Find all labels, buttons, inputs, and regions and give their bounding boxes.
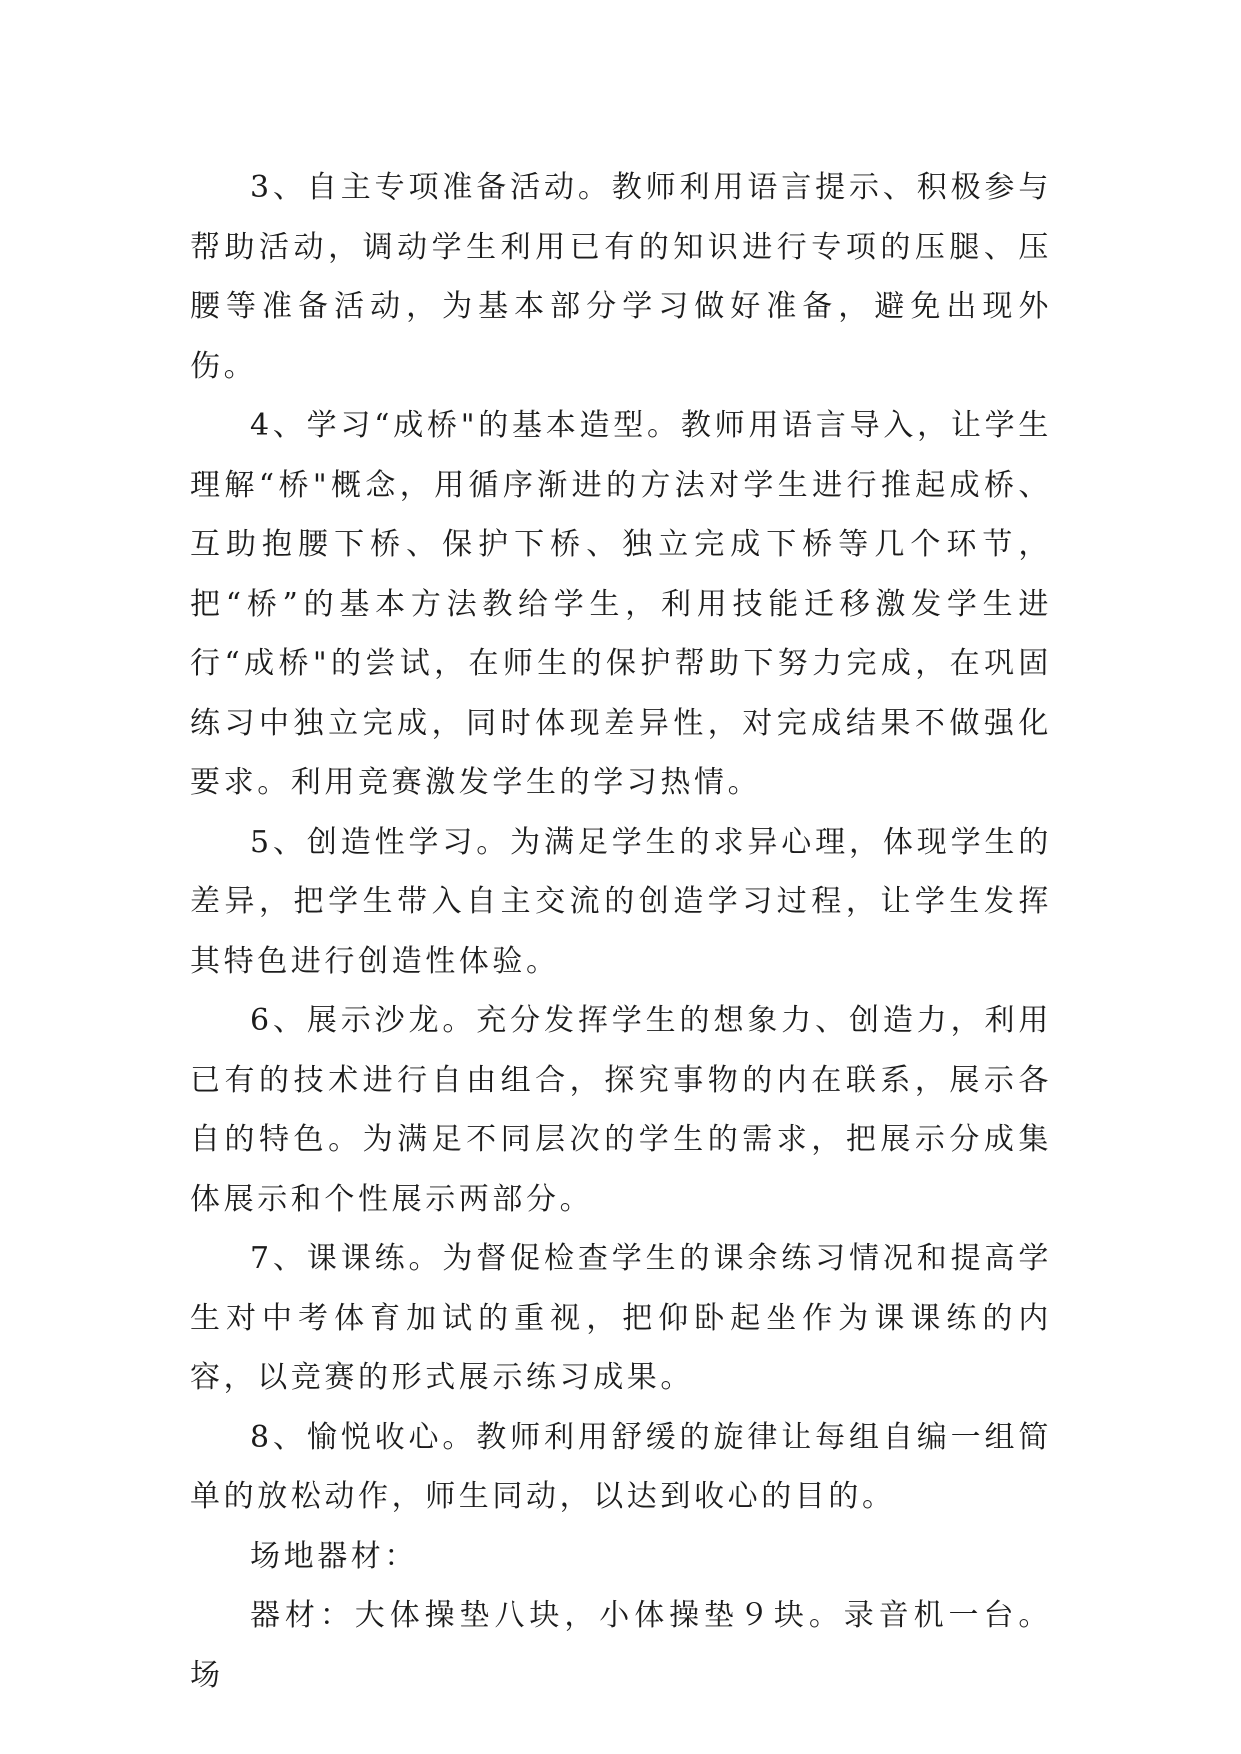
document-body <box>190 158 1052 1705</box>
paragraph-step-8: 8、愉悦收心。教师利用舒缓的旋律让每组自编一组简单的放松动作，师生同动，以达到收心的目的。 <box>190 1419 1052 1514</box>
paragraph-step-3: 3、自主专项准备活动。教师利用语言提示、积极参与帮助活动，调动学生利用已有的知识进行专项的压腿、压腰等准备活动，为基本部分学习做好准备，避免出现外伤。 <box>190 170 1052 384</box>
paragraph-venue-heading: 场地器材： <box>250 1538 418 1574</box>
paragraph-step-6: 6、展示沙龙。充分发挥学生的想象力、创造力，利用已有的技术进行自由组合，探究事物的内在联系，展示各自的特色。为满足不同层次的学生的需求，把展示分成集体展示和个性展示两部分。 <box>190 1003 1052 1217</box>
paragraph-equipment: 器材：大体操垫八块，小体操垫９块。录音机一台。场 <box>190 1598 1052 1693</box>
paragraph-step-5: 5、创造性学习。为满足学生的求异心理，体现学生的差异，把学生带入自主交流的创造学习过程，让学生发挥其特色进行创造性体验。 <box>190 824 1052 979</box>
paragraph-step-4: 4、学习“成桥"的基本造型。教师用语言导入，让学生理解“桥"概念，用循序渐进的方法对学生进行推起成桥、互助抱腰下桥、保护下桥、独立完成下桥等几个环节，把“桥”的基本方法教给学生，利用技能迁移激发学生进行“成桥"的尝试，在师生的保护帮助下努力完成，在巩固练习中独立完成，同时体现差异性，对完成结果不做强化要求。利用竞赛激发学生的学习热情。 <box>190 408 1052 800</box>
paragraph-step-7: 7、课课练。为督促检查学生的课余练习情况和提高学生对中考体育加试的重视，把仰卧起坐作为课课练的内容，以竞赛的形式展示练习成果。 <box>190 1241 1052 1395</box>
